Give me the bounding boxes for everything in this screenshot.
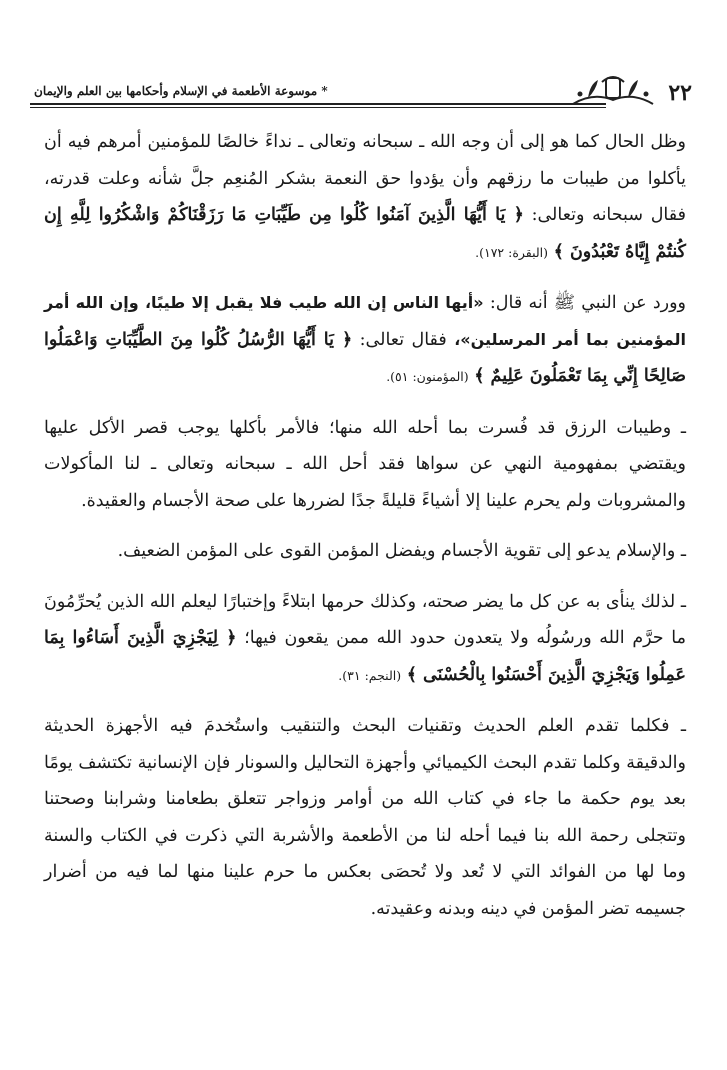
header-rule-thin — [30, 107, 606, 108]
page-header — [30, 70, 698, 116]
page-body — [44, 124, 686, 935]
paragraph-3: ـ وطيبات الرزق قد فُسرت بما أحله الله منها؛ فالأمر بأكلها يوجب قصر الأكل عليها ويقتضي بمفهومية النهي عن سواها فقد أحل الله ـ سبحانه وتعالى ـ لنا المأكولات والمشروبات ولم يحرم علينا إلا أشياءً قليلةً جدًا لضررها على صحة الأجسام والعقيدة. — [44, 417, 686, 511]
paragraph-2-connector: فقال تعالى: — [359, 329, 447, 350]
paragraph-1 — [44, 124, 686, 271]
verse-reference-najm: (النجم: ٣١). — [338, 667, 402, 683]
paragraph-2-intro: وورد عن النبي ﷺ أنه قال: — [489, 293, 686, 313]
quran-verse-muminun: ﴿ يَا أَيُّهَا الرُّسُلُ كُلُوا مِنَ الطَّيِّبَاتِ وَاعْمَلُوا صَالِحًا إِنِّي بِمَا تَعْمَلُونَ عَلِيمٌ ﴾ — [44, 329, 686, 386]
quran-verse-najm: ﴿ لِيَجْزِيَ الَّذِينَ أَسَاءُوا بِمَا عَمِلُوا وَيَجْزِيَ الَّذِينَ أَحْسَنُوا بِالْحُسْنَى ﴾ — [44, 628, 686, 685]
paragraph-1-text: وظل الحال كما هو إلى أن وجه الله ـ سبحانه وتعالى ـ نداءً خالصًا للمؤمنين أمرهم فيه أن يأكلوا من طيبات ما رزقهم وأن يؤدوا حق النعمة بشكر المُنعِم جلَّ شأنه وعلت قدرته، فقال سبحانه وتعالى: — [44, 132, 686, 225]
paragraph-5-text: ـ لذلك ينأى به عن كل ما يضر صحته، وكذلك حرمها ابتلاءً وإختبارًا ليعلم الله الذين يُحرِّمُونَ ما حرَّم الله ورسُولُه ولا يتعدون حدود الله ممن يقعون فيها؛ — [44, 591, 686, 648]
verse-reference-muminun: (المؤمنون: ٥١). — [386, 369, 469, 384]
paragraph-4: ـ والإسلام يدعو إلى تقوية الأجسام ويفضل المؤمن القوى على المؤمن الضعيف. — [117, 541, 686, 561]
header-rule — [30, 103, 606, 105]
paragraph-5 — [44, 584, 686, 695]
verse-reference-baqarah: (البقرة: ١٧٢). — [475, 244, 549, 260]
paragraph-2 — [44, 285, 686, 396]
hadith-text: «أيها الناس إن الله طيب فلا يقبل إلا طيبًا، وإن الله أمر المؤمنين بما أمر المرسلين»، — [44, 293, 686, 349]
running-title: * موسوعة الأطعمة في الإسلام وأحكامها بين العلم والإيمان — [34, 84, 328, 98]
paragraph-6: ـ فكلما تقدم العلم الحديث وتقنيات البحث والتنقيب واستُخدمَ فيه الأجهزة الحديثة والدقيقة وكلما تقدم البحث الكيميائي وأجهزة التحاليل والسونار فإن الإنسانية تكتشف يومًا بعد يوم حكمة ما جاء في كتاب الله من أوامر وزواجر تتعلق بطعامنا وشرابنا وصحتنا وتتجلى رحمة الله بنا فيما أحله لنا من الأطعمة والأشربة التي ذكرت في الكتاب والسنة وما لها من الفوائد التي لا تُعد ولا تُحصَى بعكس ما حرم علينا منها لما فيه من أضرار جسيمه تضر المؤمن في دينه وبدنه وعقيدته. — [44, 716, 686, 919]
page-number: ٢٢ — [668, 80, 692, 106]
quran-verse-baqarah: ﴿ يَا أَيُّهَا الَّذِينَ آمَنُوا كُلُوا مِن طَيِّبَاتِ مَا رَزَقْنَاكُمْ وَاشْكُرُوا لِلَّهِ إِن كُنتُمْ إِيَّاهُ تَعْبُدُونَ ﴾ — [44, 205, 686, 262]
